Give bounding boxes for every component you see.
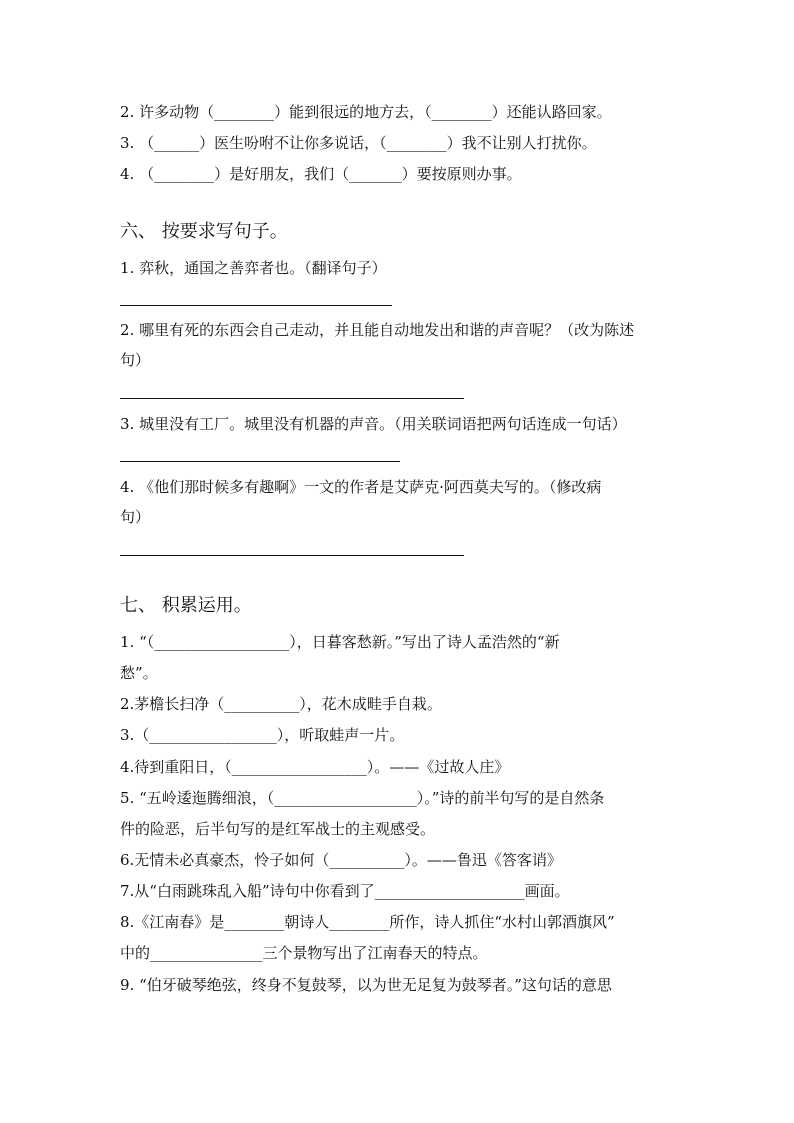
question-7-8-cont: 中的_______________三个景物写出了江南春天的特点。: [120, 944, 488, 962]
question-7-1-cont: 愁”。: [120, 664, 158, 682]
question-7-8: 8.《江南春》是________朝诗人________所作，诗人抓住“水村山郭酒旗风”: [120, 913, 615, 931]
question-7-1: 1. “（__________________），日暮客愁新。”写出了诗人孟浩然的“新: [120, 633, 560, 651]
question-5-2: 2. 许多动物（________）能到很远的地方去，（________）还能认路回家。: [120, 103, 612, 121]
question-6-1: 1. 弈秋，通国之善弈者也。（翻译句子）: [120, 259, 387, 277]
question-6-4: 4. 《他们那时候多有趣啊》一文的作者是艾萨克·阿西莫夫写的。（修改病: [120, 478, 602, 496]
answer-line-6-2: [120, 398, 464, 399]
question-7-6: 6.无情未必真豪杰，怜子如何（__________）。——鲁迅《答客诮》: [120, 851, 562, 869]
section-6-heading: 六、 按要求写句子。: [120, 221, 288, 242]
question-6-2-cont: 句）: [120, 351, 151, 369]
question-7-5-cont: 件的险恶，后半句写的是红军战士的主观感受。: [120, 820, 436, 838]
question-6-3: 3. 城里没有工厂。城里没有机器的声音。（用关联词语把两句话连成一句话）: [120, 415, 627, 433]
question-7-4: 4.待到重阳日，（__________________）。——《过故人庄》: [120, 758, 510, 776]
question-6-4-cont: 句）: [120, 508, 151, 526]
question-6-2: 2. 哪里有死的东西会自己走动，并且能自动地发出和谐的声音呢？（改为陈述: [120, 321, 635, 339]
section-7-heading: 七、 积累运用。: [120, 595, 252, 616]
question-7-3: 3.（_________________），听取蛙声一片。: [120, 726, 405, 744]
question-7-9: 9. “伯牙破琴绝弦，终身不复鼓琴，以为世无足复为鼓琴者。”这句话的意思: [120, 976, 612, 994]
answer-line-6-1: [120, 305, 392, 306]
question-7-7: 7.从“白雨跳珠乱入船”诗句中你看到了____________________画面。: [120, 882, 570, 900]
answer-line-6-4: [120, 555, 464, 556]
question-7-2: 2.茅檐长扫净（__________），花木成畦手自栽。: [120, 695, 442, 713]
question-5-3: 3. （______）医生吩咐不让你多说话，（________）我不让别人打扰你。: [120, 134, 597, 152]
question-7-5: 5. “五岭逶迤腾细浪，（___________________）。”诗的前半句写的是自然条: [120, 789, 605, 807]
question-5-4: 4. （________）是好朋友，我们（_______）要按原则办事。: [120, 165, 522, 183]
answer-line-6-3: [120, 461, 400, 462]
